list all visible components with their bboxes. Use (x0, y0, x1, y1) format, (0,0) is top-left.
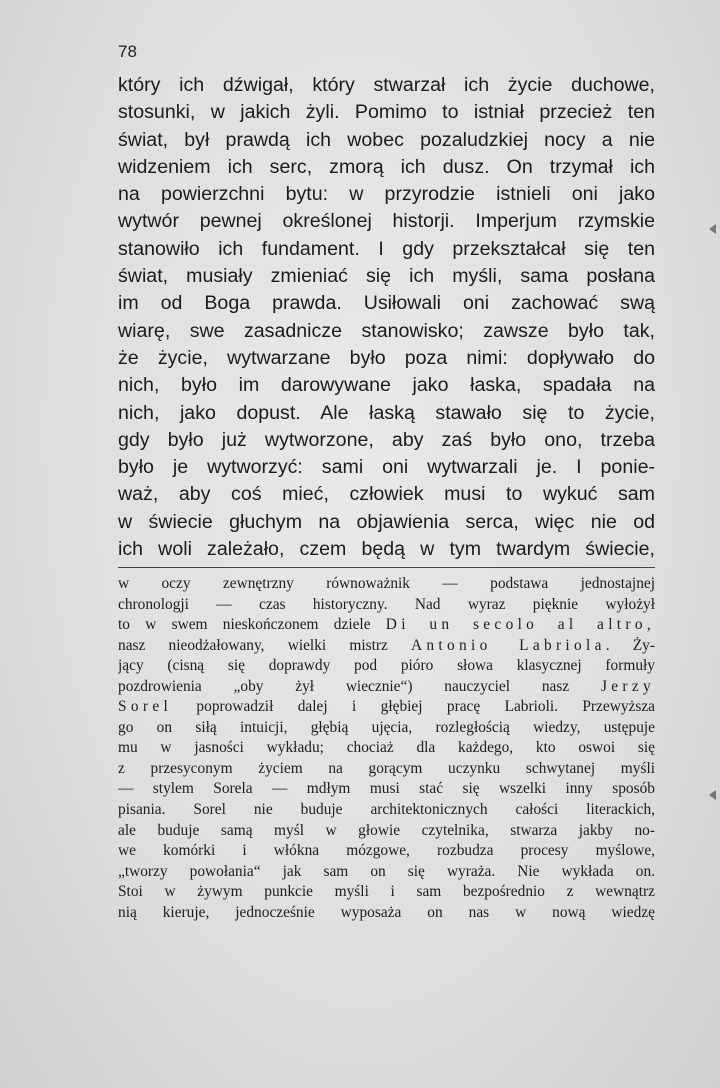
text-line: ich woli zależało, czem będą w tym twardym świecie, (118, 538, 655, 561)
footnote-line: jący (cisną się doprawdy pod pióro słowa klasycznej formuły (118, 657, 655, 675)
footnote-line: z przesyconym życiem na gorącym uczynku schwytanej myśli (118, 759, 655, 777)
footnote-line: „tworzy powołania“ jak sam on się wyraża. Nie wykłada on. (118, 862, 655, 880)
text-line: nich, jako dopust. Ale łaską stawało się to życie, (118, 401, 655, 424)
footnote-text: poprowadził dalej i głębiej pracę Labrioli. Przewyższa (172, 698, 655, 716)
text-line: który ich dźwigał, który stwarzał ich życie duchowe, (118, 74, 655, 96)
spaced-title: Di un secolo al altro, (385, 616, 655, 634)
footnote-line: w oczy zewnętrzny równoważnik — podstawa jednostajnej (118, 575, 655, 592)
main-text (118, 72, 655, 563)
footnote-line: nią kieruje, jednocześnie wyposaża on nas w nową wiedzę (118, 903, 655, 921)
text-line: nich, było im darowywane jako łaska, spadała na (118, 374, 655, 397)
text-line: w świecie głuchym na objawienia serca, więc nie od (118, 510, 655, 533)
footnote-line: — stylem Sorela — mdłym musi stać się wszelki inny sposób (118, 780, 655, 798)
spaced-name: Sorel (118, 698, 173, 716)
text-line: świat, musiały zmieniać się ich myśli, sama posłana (118, 265, 655, 288)
footnote-line (118, 636, 655, 657)
footnote-line: go on siłą intuicji, głębią ujęcia, rozległością wiedzy, ustępuje (118, 718, 655, 736)
text-line: wiarę, swe zasadnicze stanowisko; zawsze było tak, (118, 319, 655, 342)
page-number: 78 (118, 42, 137, 61)
text-line: widzeniem ich serc, zmorą ich dusz. On trzymał ich (118, 155, 655, 178)
page-edge-mark (709, 224, 716, 234)
footnote-line: Stoi w żywym punkcie myśli i sam bezpośrednio z wewnątrz (118, 883, 655, 901)
footnote-text: nasz nieodżałowany, wielki mistrz (118, 636, 411, 654)
text-line: na powierzchni bytu: w przyrodzie istnieli oni jako (118, 183, 655, 206)
text-line: stosunki, w jakich żyli. Pomimo to istniał przecież ten (118, 101, 655, 124)
text-line: gdy było już wytworzone, aby zaś było ono, trzeba (118, 428, 655, 451)
footnote-line: we komórki i włókna mózgowe, rozbudza procesy myślowe, (118, 842, 655, 860)
text-line: waż, aby coś mieć, człowiek musi to wykuć sam (118, 483, 655, 506)
text-line: wytwór pewnej określonej historji. Imperjum rzymskie (118, 210, 655, 233)
spaced-name: Jerzy (600, 677, 655, 695)
text-line: stanowiło ich fundament. I gdy przekształcał się ten (118, 237, 655, 260)
footnote-line (118, 677, 655, 698)
footnote-line: ale buduje samą myśl w głowie czytelnika, stwarza jakby no- (118, 821, 655, 839)
footnote-text: to w swem nieskończonem dziele (118, 616, 386, 634)
footnote-line (118, 697, 655, 718)
page-edge-mark (709, 790, 716, 800)
text-line: że życie, wytwarzane było poza nimi: dopływało do (118, 346, 655, 369)
text-line: im od Boga prawda. Usiłowali oni zachować swą (118, 292, 655, 315)
footnote-text: pozdrowienia „oby żył wiecznie“) nauczyciel nasz (118, 677, 601, 695)
text-line: świat, był prawdą ich wobec pozaludzkiej nocy a nie (118, 128, 655, 151)
footnote-line: chronologji — czas historyczny. Nad wyraz pięknie wyłożył (118, 595, 655, 613)
footnote-text: . Ży- (605, 636, 655, 654)
footnote-line: pisania. Sorel nie buduje architektonicznych całości literackich, (118, 801, 655, 819)
footnote-line: mu w jasności wykładu; chociaż dla każdego, kto oswoi się (118, 739, 655, 757)
footnote-line (118, 615, 655, 636)
footnote-divider (118, 567, 655, 568)
text-line: było je wytworzyć: sami oni wytwarzali je. I ponie- (118, 456, 655, 479)
footnote (118, 574, 655, 923)
spaced-name: Antonio Labriola (411, 636, 606, 654)
